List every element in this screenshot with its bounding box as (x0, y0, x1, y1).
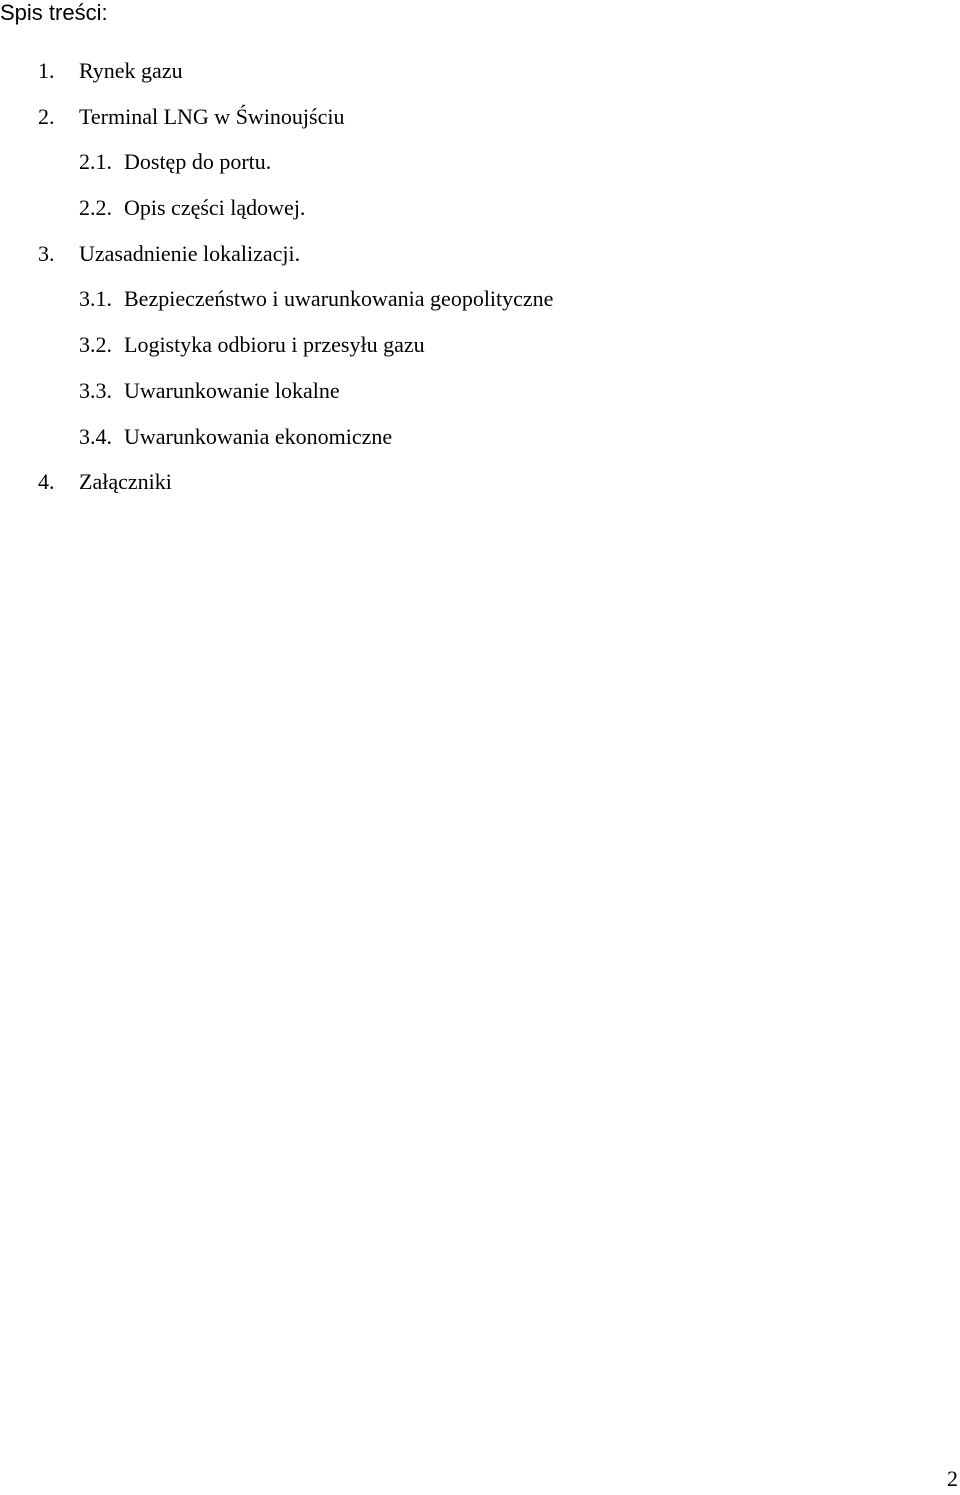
toc-entry-label: Dostęp do portu. (124, 149, 272, 174)
toc-entry-label: Rynek gazu (79, 58, 183, 83)
toc-entry-label: Uzasadnienie lokalizacji. (79, 241, 301, 266)
page-number: 2 (947, 1466, 958, 1491)
toc-entry-label: Bezpieczeństwo i uwarunkowania geopolityczne (124, 286, 554, 311)
toc-entry-label: Uwarunkowania ekonomiczne (124, 424, 393, 449)
toc-heading: Spis treści: (0, 0, 108, 25)
toc-entry-number: 3.3. (79, 378, 112, 403)
toc-entry-label: Opis części lądowej. (124, 195, 306, 220)
toc-entry-number: 3.4. (79, 424, 112, 449)
toc-entry-number: 4. (38, 469, 55, 494)
toc-entry-number: 3. (38, 241, 55, 266)
toc-entry-number: 2.2. (79, 195, 112, 220)
toc-entry-label: Załączniki (79, 469, 172, 494)
toc-entry-label: Logistyka odbioru i przesyłu gazu (124, 332, 425, 357)
toc-entry-label: Uwarunkowanie lokalne (124, 378, 340, 403)
toc-entry-number: 3.1. (79, 286, 112, 311)
toc-entry-label: Terminal LNG w Świnoujściu (79, 104, 345, 129)
toc-entry-number: 2. (38, 104, 55, 129)
toc-entry-number: 3.2. (79, 332, 112, 357)
toc-entry-number: 1. (38, 58, 55, 83)
toc-entry-number: 2.1. (79, 149, 112, 174)
